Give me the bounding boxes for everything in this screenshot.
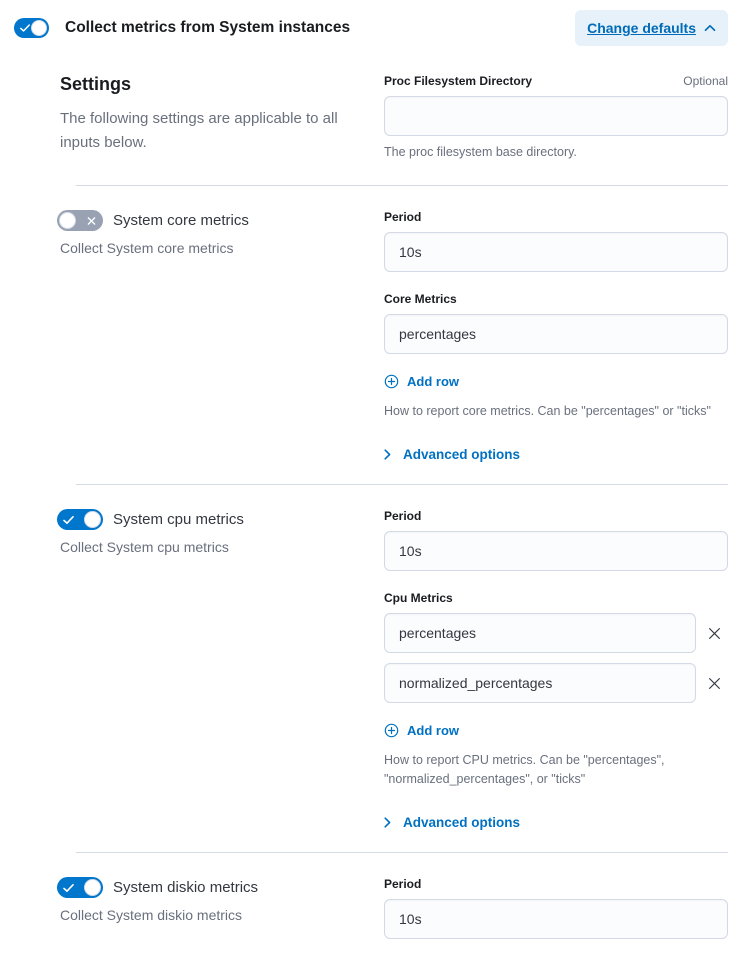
system-cpu-metrics-toggle[interactable] xyxy=(57,509,103,530)
settings-content xyxy=(0,56,749,975)
system-diskio-metrics-toggle[interactable] xyxy=(57,877,103,898)
check-icon xyxy=(63,515,74,524)
cross-icon xyxy=(708,677,721,690)
diskio-metrics-fields xyxy=(384,877,728,939)
optional-tag: Optional xyxy=(683,74,728,88)
cpu-metric-row-input[interactable] xyxy=(384,663,696,703)
core-metrics-title: System core metrics xyxy=(113,212,249,229)
cpu-metrics-toggle-row xyxy=(57,509,356,530)
cross-icon xyxy=(87,216,96,225)
proc-filesystem-label-row xyxy=(384,74,728,88)
core-period-input[interactable] xyxy=(384,232,728,272)
core-period-field-group xyxy=(384,210,728,272)
core-metrics-description: Collect System core metrics xyxy=(60,240,234,256)
cpu-advanced-options-button[interactable] xyxy=(384,815,520,830)
plus-in-circle-icon xyxy=(384,374,399,389)
cpu-period-field-group xyxy=(384,509,728,571)
proc-filesystem-field-group xyxy=(384,74,728,161)
settings-intro xyxy=(60,74,384,155)
diskio-period-input[interactable] xyxy=(384,899,728,939)
proc-filesystem-input[interactable] xyxy=(384,96,728,136)
diskio-metrics-left xyxy=(60,877,384,923)
system-core-metrics-toggle[interactable] xyxy=(57,210,103,231)
diskio-period-label-row xyxy=(384,877,728,891)
cpu-metrics-list-label-row xyxy=(384,591,728,605)
settings-heading: Settings xyxy=(60,74,132,94)
cpu-add-row-label: Add row xyxy=(407,723,459,738)
page-title: Collect metrics from System instances xyxy=(65,19,351,36)
toggle-knob xyxy=(31,20,47,36)
settings-fields xyxy=(384,74,728,161)
core-metrics-help: How to report core metrics. Can be "percentages" or "ticks" xyxy=(384,404,711,418)
cpu-metrics-description: Collect System cpu metrics xyxy=(60,539,229,555)
settings-description: The following settings are applicable to all inputs below. xyxy=(60,110,338,151)
toggle-knob xyxy=(84,879,101,896)
cpu-metric-row-input[interactable] xyxy=(384,613,696,653)
core-metrics-fields xyxy=(384,210,728,462)
chevron-up-icon xyxy=(704,24,716,32)
diskio-metrics-title: System diskio metrics xyxy=(113,879,259,896)
cpu-metrics-title: System cpu metrics xyxy=(113,511,244,528)
proc-filesystem-help: The proc filesystem base directory. xyxy=(384,145,577,159)
plus-in-circle-icon xyxy=(384,723,399,738)
core-metrics-toggle-row xyxy=(57,210,356,231)
core-add-row-button[interactable] xyxy=(384,374,459,389)
cpu-metrics-fields xyxy=(384,509,728,830)
core-period-label-row xyxy=(384,210,728,224)
cpu-period-label: Period xyxy=(384,509,422,523)
cpu-advanced-options-label: Advanced options xyxy=(403,815,521,830)
core-metric-row-input[interactable] xyxy=(384,314,728,354)
core-advanced-options-label: Advanced options xyxy=(403,447,521,462)
cpu-metrics-help: How to report CPU metrics. Can be "percentages", "normalized_percentages", or "ticks" xyxy=(384,753,665,786)
diskio-metrics-description: Collect System diskio metrics xyxy=(60,907,243,923)
chevron-right-icon xyxy=(384,817,391,828)
core-metrics-list-field-group xyxy=(384,292,728,462)
cpu-add-row-button[interactable] xyxy=(384,723,459,738)
header-left xyxy=(14,18,350,38)
change-defaults-label: Change defaults xyxy=(587,20,696,36)
check-icon xyxy=(20,24,30,33)
remove-row-button[interactable] xyxy=(700,669,728,697)
section-global-settings xyxy=(60,56,728,185)
core-advanced-options-button[interactable] xyxy=(384,447,520,462)
core-metrics-list-label-row xyxy=(384,292,728,306)
diskio-period-field-group xyxy=(384,877,728,939)
core-metrics-list-label: Core Metrics xyxy=(384,292,457,306)
cpu-metric-row xyxy=(384,663,728,703)
cpu-metric-row xyxy=(384,613,728,653)
cross-icon xyxy=(708,627,721,640)
core-period-label: Period xyxy=(384,210,422,224)
diskio-period-label: Period xyxy=(384,877,422,891)
section-system-core-metrics xyxy=(60,186,728,484)
cpu-metrics-list-label: Cpu Metrics xyxy=(384,591,453,605)
core-metrics-left xyxy=(60,210,384,256)
check-icon xyxy=(63,883,74,892)
header xyxy=(0,0,749,56)
core-add-row-label: Add row xyxy=(407,374,459,389)
chevron-right-icon xyxy=(384,449,391,460)
change-defaults-button[interactable] xyxy=(575,10,728,46)
section-system-cpu-metrics xyxy=(60,485,728,852)
cpu-metrics-list-field-group xyxy=(384,591,728,830)
remove-row-button[interactable] xyxy=(700,619,728,647)
cpu-metrics-left xyxy=(60,509,384,555)
collect-metrics-toggle[interactable] xyxy=(14,18,49,38)
proc-filesystem-label: Proc Filesystem Directory xyxy=(384,74,533,88)
section-system-diskio-metrics xyxy=(60,853,728,961)
toggle-knob xyxy=(84,511,101,528)
toggle-knob xyxy=(59,212,76,229)
cpu-period-input[interactable] xyxy=(384,531,728,571)
cpu-period-label-row xyxy=(384,509,728,523)
diskio-metrics-toggle-row xyxy=(57,877,356,898)
